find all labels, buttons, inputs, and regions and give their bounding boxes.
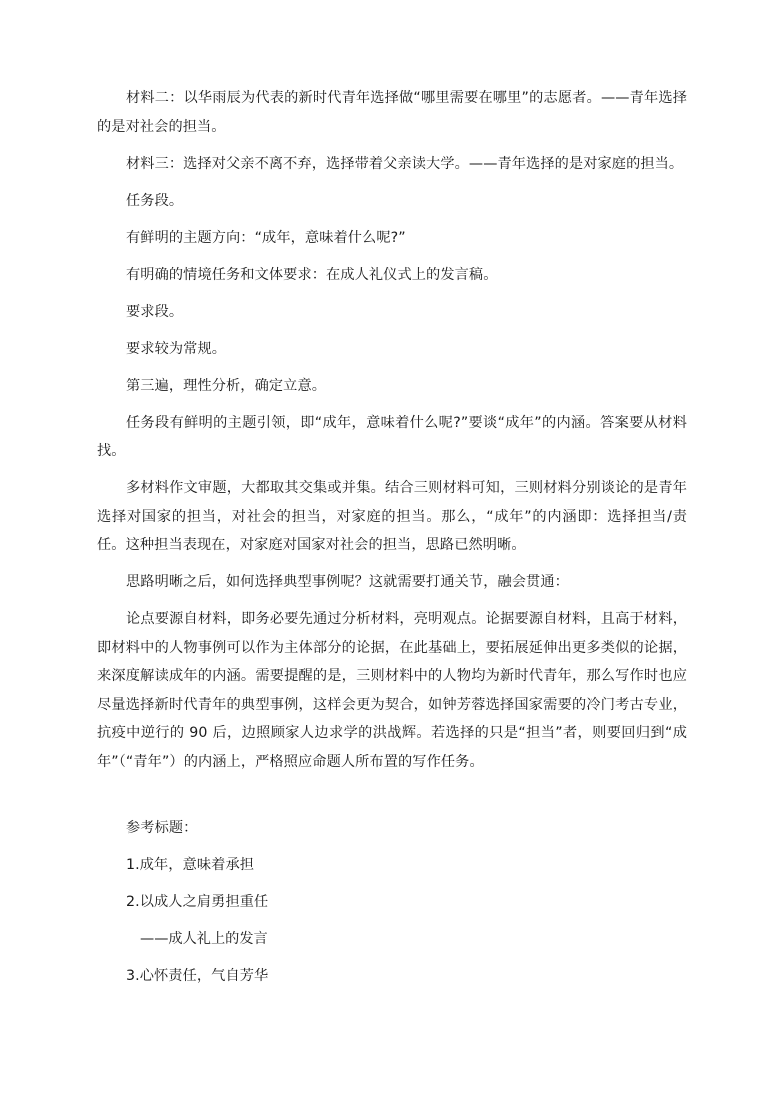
paragraph-requirement-normal: 要求较为常规。 bbox=[126, 340, 227, 357]
paragraph-task-section: 任务段。 bbox=[126, 192, 184, 209]
paragraph-multi-material: 多材料作文审题，大都取其交集或并集。结合三则材料可知，三则材料分别谈论的是青年选择对国家的担当，对社会的担当，对家庭的担当。那么，“成年”的内涵即：选择担当/责任。这种担当表现在，对家庭对国家对社会的担当，思路已然明晰。 bbox=[97, 480, 687, 553]
paragraph-theme-direction: 有鲜明的主题方向：“成年，意味着什么呢?” bbox=[126, 229, 406, 246]
paragraph-typical-examples: 思路明晰之后，如何选择典型事例呢？这就需要打通关节，融会贯通： bbox=[126, 574, 569, 590]
spacer bbox=[97, 785, 687, 814]
reference-heading: 参考标题： bbox=[126, 819, 198, 836]
paragraph-requirement-section: 要求段。 bbox=[126, 303, 184, 320]
paragraph-material-three: 材料三：选择对父亲不离不弃，选择带着父亲读大学。——青年选择的是对家庭的担当。 bbox=[126, 155, 684, 172]
paragraph-third-pass: 第三遍，理性分析，确定立意。 bbox=[126, 377, 327, 394]
paragraph-material-two: 材料二：以华雨辰为代表的新时代青年选择做“哪里需要在哪里”的志愿者。——青年选择的是对社会的担当。 bbox=[97, 90, 687, 135]
reference-title-1: 1.成年，意味着承担 bbox=[126, 856, 255, 873]
reference-title-2: 2.以成人之肩勇担重任 bbox=[126, 893, 269, 910]
reference-title-2-subtitle: ——成人礼上的发言 bbox=[140, 930, 268, 947]
document-page bbox=[97, 84, 687, 999]
paragraph-argument-source: 论点要源自材料，即务必要先通过分析材料，亮明观点。论据要源自材料，且高于材料，即材料中的人物事例可以作为主体部分的论据，在此基础上，要拓展延伸出更多类似的论据，来深度解读成年的内涵。需要提醒的是，三则材料中的人物均为新时代青年，那么写作时也应尽量选择新时代青年的典型事例，这样会更为契合，如钟芳蓉选择国家需要的冷门考古专业，抗疫中逆行的 90 后，边照顾家人边求学的洪战辉。若选择的只是“担当”者，则要回归到“成年”（“青年”）的内涵上，严格照应命题人所布置的写作任务。 bbox=[97, 611, 687, 770]
paragraph-theme-guidance: 任务段有鲜明的主题引领，即“成年，意味着什么呢?”要谈“成年”的内涵。答案要从材料找。 bbox=[97, 414, 687, 459]
reference-title-3: 3.心怀责任，气自芳华 bbox=[126, 967, 269, 984]
paragraph-context-task: 有明确的情境任务和文体要求：在成人礼仪式上的发言稿。 bbox=[126, 266, 498, 283]
